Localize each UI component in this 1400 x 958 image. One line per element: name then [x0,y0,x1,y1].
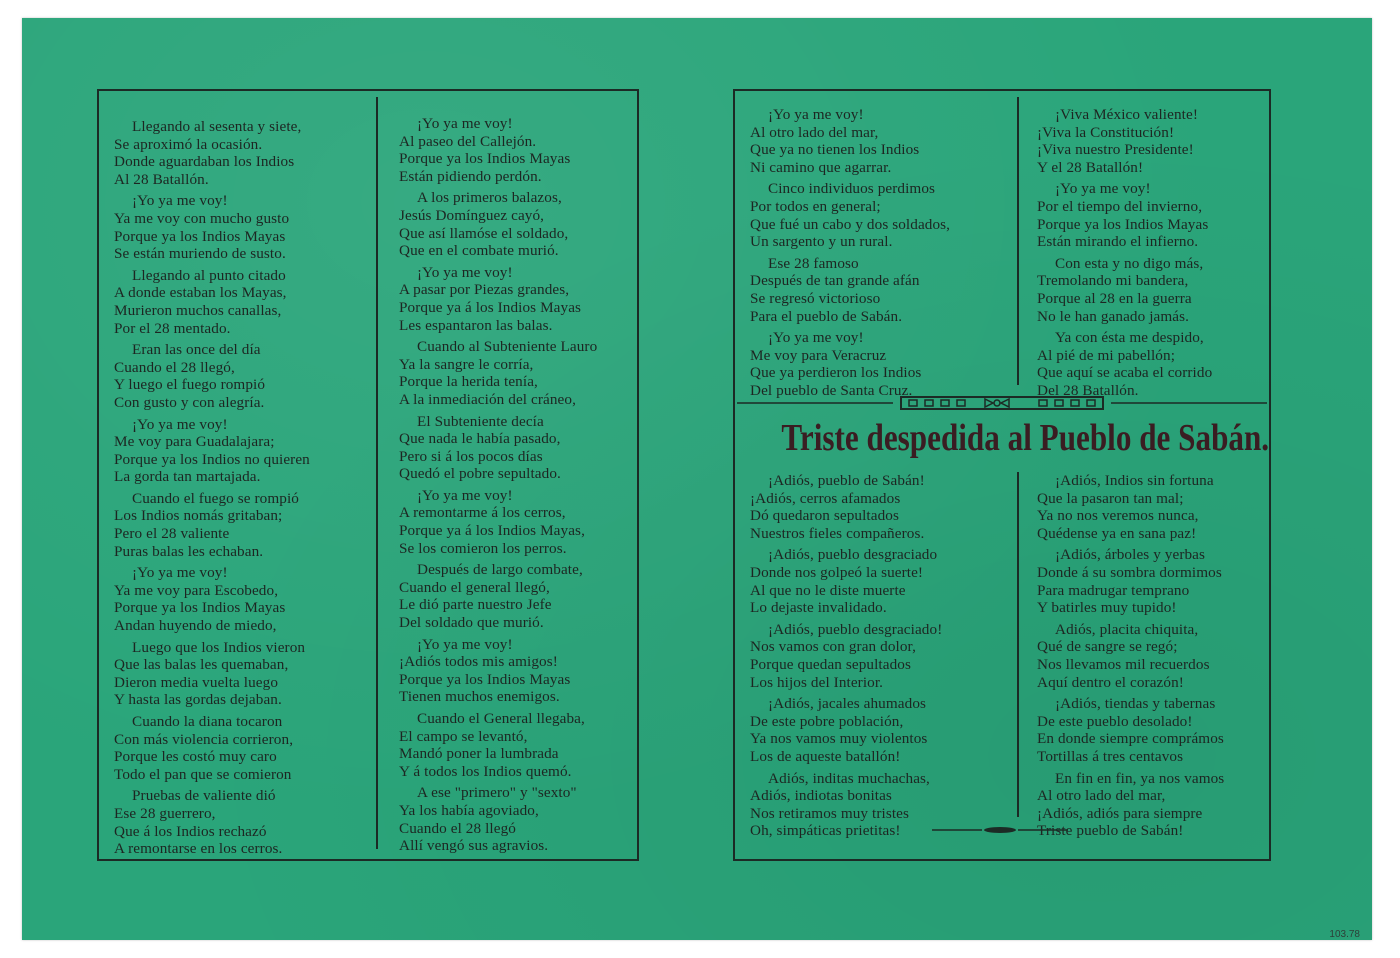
verse-line: Al otro lado del mar, [1037,787,1166,805]
verse-line: Me voy para Veracruz [750,346,887,364]
verse-line: De este pobre población, [750,712,904,730]
stanza [750,546,990,616]
verse-line: Adiós, placita chiquita, [1055,620,1199,638]
verse-line: Porque ya los Indios Mayas [399,150,571,168]
verse-line: Porque les costó muy caro [114,748,277,766]
verse-line: ¡Yo ya me voy! [417,635,513,653]
verse-line: Para el pueblo de Sabán. [750,307,903,325]
stanza [114,490,368,560]
verse-line: Dieron media vuelta luego [114,673,279,691]
stanza [114,787,368,857]
verse-line: ¡Adiós todos mis amigos! [399,653,558,671]
verse-line: ¡Adiós, pueblo desgraciado [768,546,938,564]
verse-line: Me voy para Guadalajara; [114,433,275,451]
verse-line: El campo se levantó, [399,727,528,745]
verse-line: Con esta y no digo más, [1055,254,1204,272]
verse-line: La gorda tan martajada. [114,468,261,486]
verse-line: Mandó poner la lumbrada [399,745,559,763]
verse-line: Cuando al Subteniente Lauro [417,338,598,356]
verse-line: Después de largo combate, [417,561,583,579]
stanza [1037,546,1262,616]
stanza [399,413,631,483]
verse-line: Ya con ésta me despido, [1055,329,1204,347]
catalog-number: 103.78 [1329,929,1360,940]
verse-line: Cuando el 28 llegó [399,819,516,837]
stanza [1037,621,1262,691]
verse-line: Ese 28 famoso [768,254,859,272]
verse-line: ¡Adiós, jacales ahumados [768,695,927,713]
verse-line: No le han ganado jamás. [1037,307,1190,325]
verse-line: Que ya no tienen los Indios [750,141,920,159]
stanza [114,118,368,188]
stanza [1037,255,1262,325]
verse-line: Cuando la diana tocaron [132,713,283,730]
verse-line: Por el 28 mentado. [114,319,231,337]
stanza [399,636,631,706]
verse-line: Porque ya los Indios Mayas [114,599,286,617]
verse-line: A pasar por Piezas grandes, [399,281,570,299]
stanza [399,710,631,780]
verse-line: ¡Adiós, árboles y yerbas [1055,546,1206,564]
verse-line: Pruebas de valiente dió [132,787,276,805]
verse-line: Porque ya á los Indios Mayas, [399,522,585,540]
verse-line: Allí vengó sus agravios. [399,837,549,855]
verse-line: Todo el pan que se comieron [114,765,292,783]
verse-line: Aquí dentro el corazón! [1037,673,1184,691]
verse-line: Tortillas á tres centavos [1037,747,1184,765]
verse-line: A donde estaban los Mayas, [114,284,287,302]
stanza [114,713,368,783]
verse-line: Oh, simpáticas prietitas! [750,822,901,840]
stanza [1037,180,1262,250]
verse-line: ¡Yo ya me voy! [1055,180,1151,198]
stanza [1037,106,1262,176]
verse-line: Están mirando el infierno. [1037,233,1199,251]
verse-line: Porque ya los Indios Mayas [399,670,571,688]
verse-line: Al pié de mi pabellón; [1037,346,1176,364]
verse-line: ¡Adiós, cerros afamados [750,489,901,507]
stanza [750,106,990,176]
verse-line: Pero si á los pocos días [399,447,543,465]
verse-line: ¡Yo ya me voy! [417,263,513,281]
verse-line: Murieron muchos canallas, [114,301,282,319]
verse-line: Con gusto y con alegría. [114,393,265,411]
verse-line: Y el 28 Batallón! [1037,158,1144,176]
verse-line: Ya no nos veremos nunca, [1037,507,1199,525]
verse-line: Después de tan grande afán [750,272,920,290]
stanza [1037,329,1262,399]
verse-line: Están pidiendo perdón. [399,167,542,185]
verse-line: Quédense ya en sana paz! [1037,524,1197,542]
verse-line: Luego que los Indios vieron [132,638,306,656]
verse-line: Se los comieron los perros. [399,539,567,557]
verse-line: Porque ya los Indios no quieren [114,450,310,468]
verse-line: Los Indios nomás gritaban; [114,507,283,525]
stanza [114,639,368,709]
stanza [399,561,631,631]
verse-line: Donde nos golpeó la suerte! [750,563,924,581]
verse-line: Se aproximó la ocasión. [114,135,263,153]
stanza [750,255,990,325]
verse-line: ¡Yo ya me voy! [132,564,228,582]
verse-line: ¡Adiós, tiendas y tabernas [1055,695,1216,713]
verse-line: Cuando el general llegó, [399,578,550,596]
verse-line: Al paseo del Callejón. [399,132,537,150]
stanza [114,564,368,634]
verse-line: Ya me voy con mucho gusto [114,209,290,227]
stanza [750,695,990,765]
verse-line: Le dió parte nuestro Jefe [399,596,552,614]
verse-line: Con más violencia corrieron, [114,730,294,748]
verse-line: Nos llevamos mil recuerdos [1037,655,1210,673]
verse-line: ¡Adiós, pueblo desgraciado! [768,620,943,638]
stanza [1037,695,1262,765]
verse-line: Donde á su sombra dormimos [1037,563,1222,581]
verse-line: Al que no le diste muerte [750,581,906,599]
verse-line: ¡Adiós, pueblo de Sabán! [768,472,925,489]
bottom-ornament [930,825,1070,835]
verse-column-5 [750,472,990,844]
section-title: Triste despedida al Pueblo de Sabán. [781,417,1270,459]
verse-line: Y batirles muy tupido! [1037,599,1177,617]
stanza [114,416,368,486]
verse-line: Adiós, inditas muchachas, [768,769,930,787]
verse-line: Nuestros fieles compañeros. [750,524,925,542]
verse-line: Que las balas les quemaban, [114,656,289,674]
verse-line: Porque al 28 en la guerra [1037,289,1192,307]
stanza [114,192,368,262]
verse-line: Porque ya á los Indios Mayas [399,298,582,316]
verse-line: El Subteniente decía [417,412,544,430]
verse-line: Que la pasaron tan mal; [1037,489,1184,507]
verse-line: Y hasta las gordas dejaban. [114,691,282,709]
stanza [399,487,631,557]
stanza [750,621,990,691]
right-bottom-column-divider [1017,472,1019,817]
verse-line: Porque ya los Indios Mayas [1037,215,1209,233]
verse-line: Que en el combate murió. [399,242,559,260]
verse-line: Qué de sangre se regó; [1037,638,1178,656]
verse-line: Al otro lado del mar, [750,123,879,141]
verse-line: Nos vamos con gran dolor, [750,638,916,656]
verse-line: Y á todos los Indios quemó. [399,762,572,780]
verse-column-3 [750,106,990,404]
verse-line: Quedó el pobre sepultado. [399,465,561,483]
verse-line: ¡Yo ya me voy! [417,115,513,132]
verse-line: En fin en fin, ya nos vamos [1055,769,1225,787]
verse-line: Que aquí se acaba el corrido [1037,364,1213,382]
verse-line: Del 28 Batallón. [1037,381,1139,399]
stanza [1037,770,1262,840]
verse-line: Ya los había agoviado, [399,801,539,819]
verse-line: Lo dejaste invalidado. [750,599,887,617]
verse-line: Que á los Indios rechazó [114,822,267,840]
verse-line: Un sargento y un rural. [750,233,893,251]
verse-line: Los hijos del Interior. [750,673,884,691]
verse-line: Jesús Domínguez cayó, [399,206,545,224]
verse-column-1 [114,118,368,862]
verse-line: Porque quedan sepultados [750,655,911,673]
verse-line: Se están muriendo de susto. [114,245,286,263]
stanza [114,341,368,411]
right-top-column-divider [1017,97,1019,385]
verse-line: ¡Yo ya me voy! [768,106,864,123]
verse-line: Por el tiempo del invierno, [1037,197,1203,215]
verse-column-2 [399,115,631,859]
verse-line: Porque ya los Indios Mayas [114,227,286,245]
verse-line: Llegando al punto citado [132,266,286,284]
verse-line: Del soldado que murió. [399,614,544,632]
verse-line: Eran las once del día [132,341,261,359]
verse-line: Cuando el fuego se rompió [132,489,299,507]
verse-line: Se regresó victorioso [750,289,881,307]
verse-line: Ese 28 guerrero, [114,804,216,822]
stanza [399,264,631,334]
verse-column-6 [1037,472,1262,844]
verse-line: ¡Viva nuestro Presidente! [1037,141,1194,159]
verse-line: A remontarme á los cerros, [399,504,566,522]
verse-line: A remontarse en los cerros. [114,840,283,858]
stanza [399,784,631,854]
verse-line: Del pueblo de Santa Cruz. [750,381,913,399]
verse-line: ¡Adiós, Indios sin fortuna [1055,472,1214,489]
verse-line: Los de aqueste batallón! [750,747,901,765]
verse-line: En donde siempre comprámos [1037,730,1224,748]
verse-line: ¡Yo ya me voy! [132,415,228,433]
verse-line: Que ya perdieron los Indios [750,364,922,382]
verse-line: A los primeros balazos, [417,189,562,207]
verse-line: Ya la sangre le corría, [399,355,534,373]
verse-line: Y luego el fuego rompió [114,376,266,394]
verse-line: Que fué un cabo y dos soldados, [750,215,951,233]
verse-line: Cuando el General llegaba, [417,710,585,727]
verse-line: Al 28 Batallón. [114,170,209,188]
verse-line: Ni camino que agarrar. [750,158,892,176]
verse-line: Ya me voy para Escobedo, [114,581,279,599]
verse-line: Adiós, indiotas bonitas [750,787,892,805]
verse-line: Puras balas les echaban. [114,542,264,560]
verse-line: Tremolando mi bandera, [1037,272,1189,290]
stanza [1037,472,1262,542]
verse-line: Tienen muchos enemigos. [399,688,560,706]
verse-line: ¡Viva México valiente! [1055,106,1198,123]
verse-line: ¡Yo ya me voy! [417,486,513,504]
stanza [114,267,368,337]
verse-line: Porque la herida tenía, [399,373,538,391]
verse-line: Para madrugar temprano [1037,581,1190,599]
verse-line: Que así llamóse el soldado, [399,224,569,242]
stanza [750,180,990,250]
verse-line: Donde aguardaban los Indios [114,153,295,171]
decorative-border-ornament [733,396,1271,410]
verse-line: A la inmediación del cráneo, [399,390,576,408]
verse-line: Llegando al sesenta y siete, [132,118,302,135]
verse-line: Les espantaron las balas. [399,316,553,334]
verse-line: Nos retiramos muy tristes [750,804,909,822]
verse-line: ¡Viva la Constitución! [1037,123,1175,141]
verse-line: ¡Yo ya me voy! [132,192,228,210]
stanza [399,115,631,185]
verse-line: De este pueblo desolado! [1037,712,1193,730]
verse-column-4 [1037,106,1262,404]
verse-line: Andan huyendo de miedo, [114,617,277,635]
stanza [750,472,990,542]
verse-line: Pero el 28 valiente [114,525,230,543]
stanza [750,329,990,399]
verse-line: Cinco individuos perdimos [768,180,936,198]
verse-line: Dó quedaron sepultados [750,507,899,525]
verse-line: Por todos en general; [750,197,881,215]
verse-line: Ya nos vamos muy violentos [750,730,928,748]
verse-line: Triste pueblo de Sabán! [1037,822,1184,840]
verse-line: Que nada le había pasado, [399,430,561,448]
left-column-divider [376,97,378,849]
verse-line: A ese "primero" y "sexto" [417,784,577,802]
verse-line: Cuando el 28 llegó, [114,358,235,376]
verse-line: ¡Adiós, adiós para siempre [1037,804,1203,822]
stanza [399,189,631,259]
stanza [399,338,631,408]
verse-line: ¡Yo ya me voy! [768,329,864,347]
